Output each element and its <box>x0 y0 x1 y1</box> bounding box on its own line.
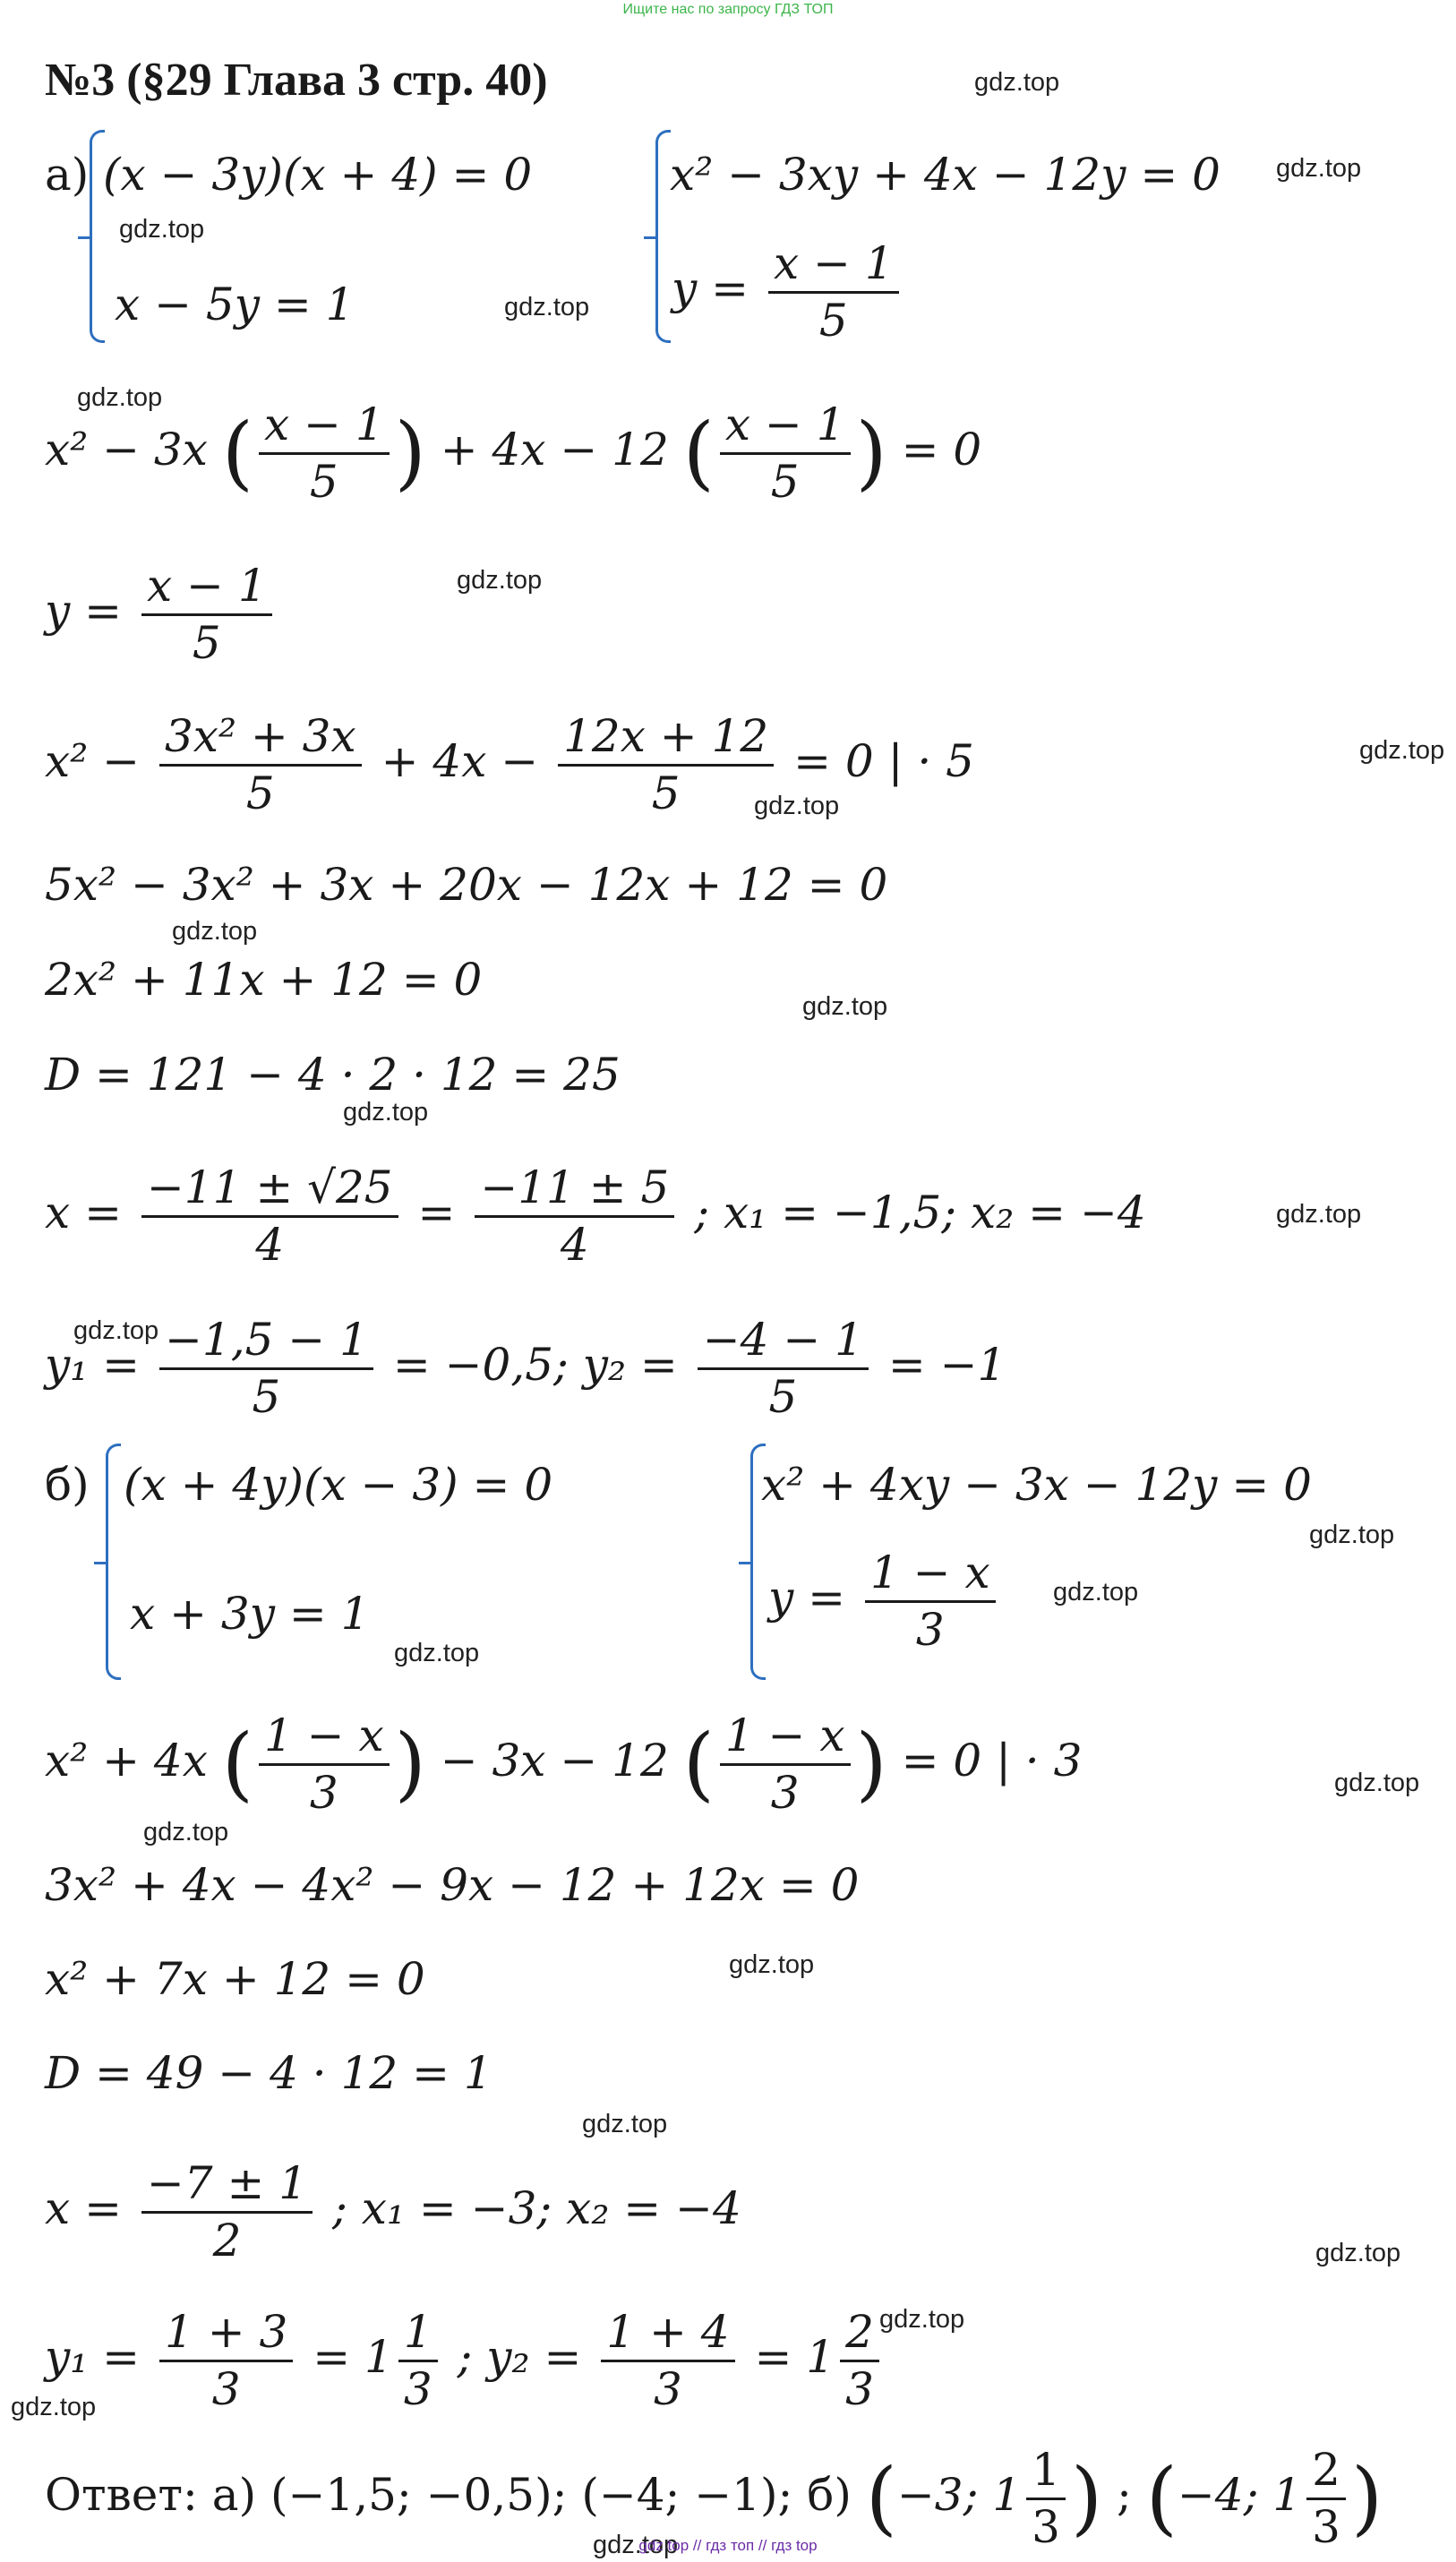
part-b-discriminant: D = 49 − 4 · 12 = 1 <box>45 2047 492 2099</box>
part-b-label: б) <box>45 1459 90 1511</box>
part-b-system1-eq2: x + 3y = 1 <box>130 1588 370 1640</box>
part-a-label: а) <box>45 149 90 201</box>
watermark: gdz.top <box>582 2110 668 2138</box>
watermark: gdz.top <box>1359 736 1445 765</box>
watermark: gdz.top <box>1315 2239 1401 2267</box>
part-a-substitution: x² − 3x ( $\frac{x - 1}{5}$ ) + 4x − 12 ( $\frac{x - 1}{5}$ ) = 0 <box>45 398 982 508</box>
watermark: gdz.top <box>172 917 258 946</box>
part-a-system1-eq2: x − 5y = 1 <box>115 278 355 330</box>
part-a-line6: 2x² + 11x + 12 = 0 <box>45 954 483 1006</box>
part-b-y-values: y₁ = $\frac{1 + 3}{3}$ = 1 $\frac{1}{3}$ ; y₂ = $\frac{1 + 4}{3}$ = 1 $\frac{2}{3}$ <box>45 2309 885 2412</box>
watermark: gdz.top <box>77 383 163 412</box>
watermark: gdz.top <box>11 2393 97 2421</box>
top-banner[interactable]: Ищите нас по запросу ГДЗ ТОП <box>622 2 834 17</box>
part-b-system2-eq2: y = $\frac{1 - x}{3}$ <box>768 1549 1001 1653</box>
part-a-roots: x = $\frac{-11 \pm √25}{4}$ = $\frac{-11 \pm 5}{4}$ ; x₁ = −1,5; x₂ = −4 <box>45 1161 1146 1271</box>
watermark: gdz.top <box>394 1639 480 1667</box>
watermark: gdz.top <box>119 215 205 244</box>
part-b-system1-eq1: (x + 4y)(x − 3) = 0 <box>124 1459 553 1511</box>
part-b-line3: 3x² + 4x − 4x² − 9x − 12 + 12x = 0 <box>45 1859 860 1911</box>
watermark: gdz.top <box>73 1316 159 1345</box>
system-bracket-a2 <box>655 130 671 343</box>
watermark: gdz.top <box>1276 1200 1362 1229</box>
answer: Ответ: а) (−1,5; −0,5); (−4; −1); б) (−3; 1 $\frac{1}{3}$ ) ; (−4; 1 $\frac{2}{3}$ ) <box>45 2444 1383 2553</box>
part-a-system1-eq1: (x − 3y)(x + 4) = 0 <box>103 149 533 201</box>
part-a-line5: 5x² − 3x² + 3x + 20x − 12x + 12 = 0 <box>45 859 888 911</box>
watermark: gdz.top <box>879 2305 965 2334</box>
watermark: gdz.top <box>143 1818 229 1847</box>
part-a-system2-eq2: y = $\frac{x - 1}{5}$ <box>672 240 904 344</box>
watermark: gdz.top <box>1053 1578 1139 1607</box>
bottom-banner[interactable]: gdz top // гдз топ // гдз top <box>638 2537 818 2554</box>
watermark: gdz.top <box>504 293 590 321</box>
watermark: gdz.top <box>802 992 888 1021</box>
watermark: gdz.top <box>343 1098 429 1127</box>
fraction: $\frac{x - 1}{5}$ <box>768 240 899 344</box>
part-a-y-values: y₁ = $\frac{-1,5 - 1}{5}$ = −0,5; y₂ = $\frac{-4 - 1}{5}$ = −1 <box>45 1314 1006 1423</box>
part-a-expanded: x² − $\frac{\text{3x² + 3x}}{5}$ + 4x − $\frac{12x + 12}{5}$ = 0 | · 5 <box>45 710 974 819</box>
part-b-line4: x² + 7x + 12 = 0 <box>45 1953 425 2005</box>
watermark: gdz.top <box>754 792 840 820</box>
watermark: gdz.top <box>1309 1521 1395 1549</box>
watermark: gdz.top <box>1276 154 1362 183</box>
part-b-system2-eq1: x² + 4xy − 3x − 12y = 0 <box>761 1459 1312 1511</box>
page-title: №3 (§29 Глава 3 стр. 40) <box>45 55 548 106</box>
part-a-discriminant: D = 121 − 4 · 2 · 12 = 25 <box>45 1049 621 1101</box>
watermark: gdz.top <box>457 566 543 595</box>
part-b-roots: x = $\frac{-7 \pm 1}{2}$ ; x₁ = −3; x₂ = −4 <box>45 2157 741 2266</box>
system-bracket-b1 <box>106 1444 121 1680</box>
part-b-substitution: x² + 4x ( $\frac{1 - x}{3}$ ) − 3x − 12 ( $\frac{1 - x}{3}$ ) = 0 | · 3 <box>45 1709 1083 1819</box>
watermark: gdz.top <box>729 1950 815 1979</box>
part-a-y-definition: y = $\frac{x - 1}{5}$ <box>45 562 278 666</box>
watermark: gdz.top <box>974 68 1060 97</box>
watermark: gdz.top <box>593 2531 679 2559</box>
part-a-system2-eq1: x² − 3xy + 4x − 12y = 0 <box>670 149 1220 201</box>
watermark: gdz.top <box>1334 1769 1420 1797</box>
